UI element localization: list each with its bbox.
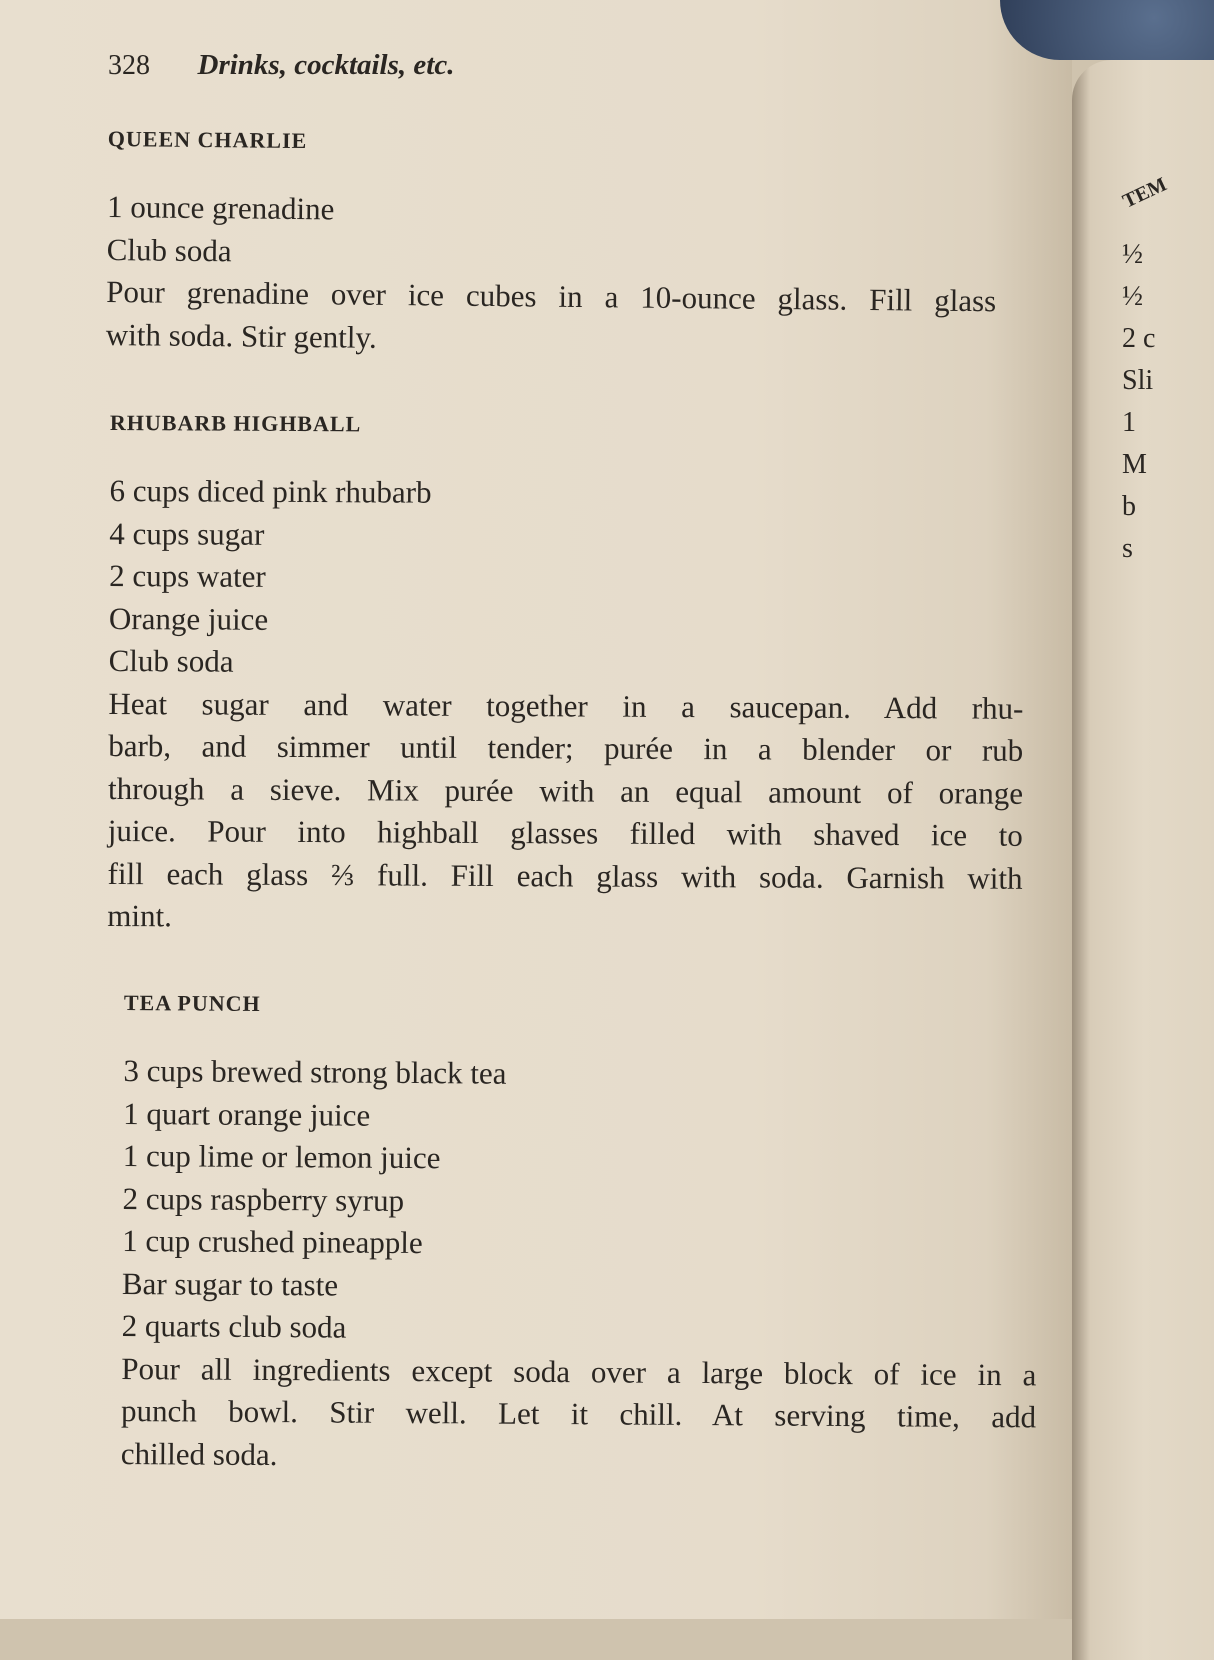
- ingredient: 1 cup lime or lemon juice: [122, 1137, 441, 1176]
- recipe-queen-charlie: [106, 126, 998, 365]
- recipe-title: RHUBARB HIGHBALL: [109, 410, 362, 437]
- method-line: chilled soda.: [120, 1435, 278, 1472]
- ingredient: 2 cups water: [109, 557, 266, 594]
- facing-line: 2 c: [1122, 323, 1156, 354]
- ingredient-list: [109, 470, 1025, 687]
- ingredient: Bar sugar to taste: [121, 1265, 339, 1303]
- method-line: punch bowl. Stir well. Let it chill. At serving time, add: [120, 1392, 1037, 1435]
- ingredient: 4 cups sugar: [109, 515, 265, 552]
- facing-line: Sli: [1122, 365, 1154, 396]
- method-line: through a sieve. Mix purée with an equal amount of orange: [107, 770, 1024, 811]
- recipe-rhubarb-highball: [107, 410, 1025, 942]
- recipe-title: TEA PUNCH: [123, 990, 261, 1016]
- ingredient-list: [122, 1050, 1039, 1354]
- method-line: juice. Pour into highball glasses filled with shaved ice to: [107, 812, 1023, 853]
- method-line: Heat sugar and water together in a saucepan. Add rhu-: [108, 685, 1024, 726]
- facing-page-text: [1119, 170, 1171, 570]
- ingredient: 1 ounce grenadine: [106, 188, 335, 227]
- ingredient: 1 cup crushed pineapple: [122, 1222, 423, 1261]
- page-number: 328: [108, 50, 150, 81]
- method-line: mint.: [107, 897, 173, 934]
- method-line: Pour grenadine over ice cubes in a 10-ounce glass. Fill glass: [106, 273, 997, 319]
- ingredient-list: [106, 186, 997, 280]
- facing-line: b: [1122, 491, 1136, 522]
- facing-line: M: [1122, 449, 1147, 480]
- running-head: Drinks, cocktails, etc.: [197, 49, 455, 81]
- facing-line: ½: [1122, 281, 1143, 312]
- ingredient: 2 cups raspberry syrup: [122, 1180, 405, 1218]
- page-header: [108, 48, 454, 82]
- ingredient: 6 cups diced pink rhubarb: [109, 472, 432, 510]
- method: [121, 1347, 1037, 1481]
- facing-line: s: [1122, 533, 1133, 564]
- facing-line: ½: [1122, 239, 1143, 270]
- method: [107, 682, 1023, 942]
- ingredient: Club soda: [108, 642, 234, 679]
- ingredient: Club soda: [106, 231, 232, 268]
- ingredient: 1 quart orange juice: [123, 1095, 371, 1133]
- method: [106, 271, 997, 365]
- method-line: with soda. Stir gently.: [105, 316, 377, 355]
- facing-title: TEM: [1119, 173, 1171, 213]
- method-line: barb, and simmer until tender; purée in a blender or rub: [108, 727, 1024, 768]
- ingredient: Orange juice: [108, 600, 269, 637]
- fabric-background: [1000, 0, 1214, 60]
- ingredient: 2 quarts club soda: [121, 1307, 347, 1345]
- recipe-tea-punch: [121, 990, 1039, 1481]
- ingredient: 3 cups brewed strong black tea: [123, 1052, 507, 1091]
- facing-line: 1: [1122, 407, 1136, 438]
- method-line: Pour all ingredients except soda over a large block of ice in a: [121, 1350, 1037, 1392]
- recipe-title: QUEEN CHARLIE: [107, 126, 308, 154]
- method-line: fill each glass ⅔ full. Fill each glass with soda. Garnish with: [107, 855, 1023, 896]
